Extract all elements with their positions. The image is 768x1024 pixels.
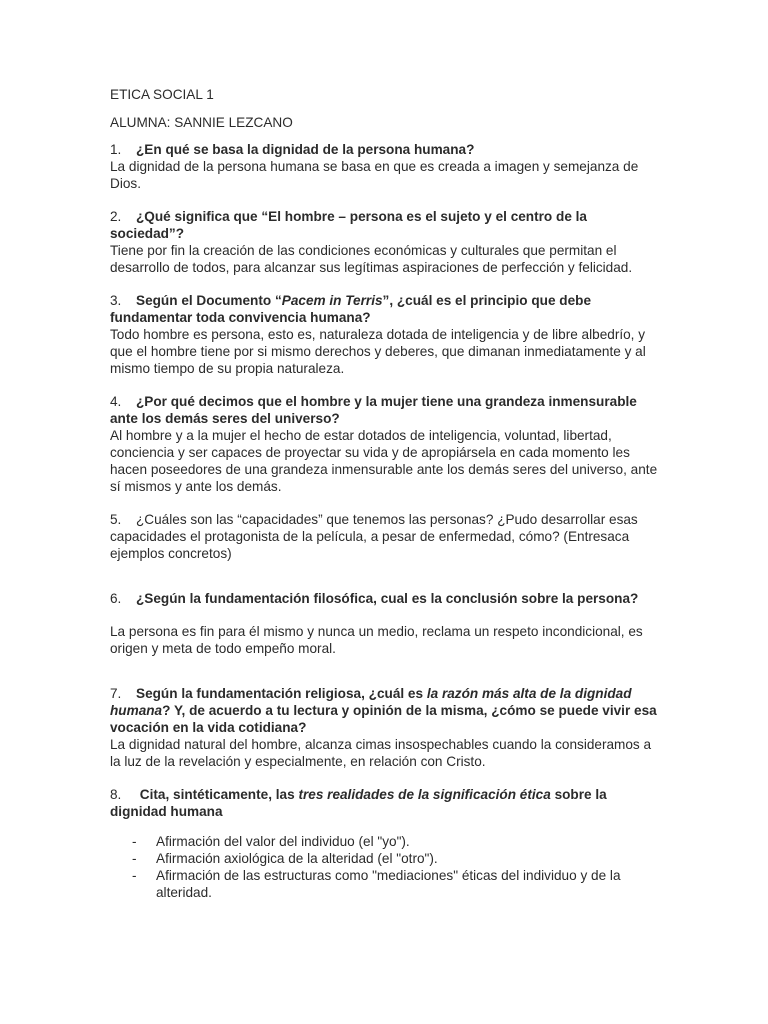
- question-3: [110, 292, 660, 326]
- question-number: 5.: [110, 512, 122, 527]
- question-text: ¿Según la fundamentación filosófica, cual es la conclusión sobre la persona?: [136, 591, 639, 606]
- question-text-part: ? Y, de acuerdo a tu lectura y opinión de la misma, ¿cómo se puede vivir esa vocación en la vida cotidiana?: [110, 703, 657, 735]
- dash-bullet: -: [132, 868, 137, 883]
- student-name: ALUMNA: SANNIE LEZCANO: [110, 115, 293, 130]
- question-block-8: [110, 786, 660, 901]
- question-number: 3.: [110, 293, 122, 308]
- question-block-7: [110, 685, 660, 770]
- question-number: 2.: [110, 209, 122, 224]
- emphasis-text: tres realidades de la significación ética: [298, 787, 551, 802]
- question-text: ¿Qué significa que “El hombre – persona es el sujeto y el centro de la sociedad”?: [110, 209, 587, 241]
- question-number: 1.: [110, 142, 122, 157]
- question-number: 4.: [110, 394, 122, 409]
- question-text-part: ”, ¿cuál es el principio que debe fundamentar toda convivencia humana?: [110, 293, 592, 325]
- document-body: [110, 86, 660, 901]
- list-item-text: Afirmación del valor del individuo (el "yo").: [156, 834, 410, 849]
- answer-4: Al hombre y a la mujer el hecho de estar dotados de inteligencia, voluntad, libertad, conciencia y ser capaces de proyectar su vida y de apropiársela en cada momento les hacen poseedores de una grandeza inmensurable ante los demás seres del universo, ante sí mismos y ante los demás.: [110, 428, 658, 494]
- answer-1: La dignidad de la persona humana se basa en que es creada a imagen y semejanza de Dios.: [110, 159, 639, 191]
- answer-7: La dignidad natural del hombre, alcanza cimas insospechables cuando la consideramos a la luz de la revelación y especialmente, en relación con Cristo.: [110, 737, 652, 769]
- question-7: [110, 685, 660, 736]
- question-number: 8.: [110, 787, 122, 802]
- question-text-part: Según el Documento “: [136, 293, 282, 308]
- question-text-part: Cita, sintéticamente, las: [136, 787, 299, 802]
- emphasis-text: la razón más alta de la dignidad humana: [110, 686, 632, 718]
- question-text: [110, 686, 657, 735]
- dash-bullet: -: [132, 834, 137, 849]
- question-block-2: [110, 208, 660, 276]
- question-block-4: [110, 393, 660, 495]
- answer-2: Tiene por fin la creación de las condiciones económicas y culturales que permitan el desarrollo de todos, para alcanzar sus legítimas aspiraciones de perfección y felicidad.: [110, 243, 633, 275]
- question-text: ¿Cuáles son las “capacidades” que tenemos las personas? ¿Pudo desarrollar esas capacidades el protagonista de la película, a pesar de enfermedad, cómo? (Entresaca ejemplos concretos): [110, 512, 638, 561]
- question-4: [110, 393, 660, 427]
- question-1: [110, 141, 660, 158]
- question-2: [110, 208, 660, 242]
- document-title: ETICA SOCIAL 1: [110, 87, 214, 102]
- question-number: 7.: [110, 686, 122, 701]
- question-8: [110, 786, 660, 820]
- question-block-6: [110, 590, 660, 657]
- question-block-1: [110, 141, 660, 192]
- list-item: [110, 850, 660, 867]
- question-text-part: Según la fundamentación religiosa, ¿cuál es: [136, 686, 427, 701]
- list-item: [110, 867, 660, 901]
- question-text: [110, 293, 591, 325]
- question-block-5: [110, 511, 660, 562]
- question-text: [110, 787, 607, 819]
- question-text: ¿En qué se basa la dignidad de la persona humana?: [136, 142, 475, 157]
- dash-bullet: -: [132, 851, 137, 866]
- list-item-text: Afirmación axiológica de la alteridad (el "otro").: [156, 851, 438, 866]
- answer-6: La persona es fin para él mismo y nunca un medio, reclama un respeto incondicional, es origen y meta de todo empeño moral.: [110, 624, 643, 656]
- question-text: ¿Por qué decimos que el hombre y la mujer tiene una grandeza inmensurable ante los demás seres del universo?: [110, 394, 637, 426]
- question-number: 6.: [110, 591, 122, 606]
- question-5: [110, 511, 660, 562]
- list-item: [110, 833, 660, 850]
- question-block-3: [110, 292, 660, 377]
- answer-3: Todo hombre es persona, esto es, naturaleza dotada de inteligencia y de libre albedrío, y que el hombre tiene por si mismo derechos y deberes, que dimanan inmediatamente y al mismo tiempo de su propia naturaleza.: [110, 327, 646, 376]
- document-title-italic: Pacem in Terris: [281, 293, 383, 308]
- list-item-text: Afirmación de las estructuras como "mediaciones" éticas del individuo y de la alteridad.: [156, 868, 621, 900]
- question-6: [110, 590, 660, 607]
- question-text-part: sobre la dignidad humana: [110, 787, 607, 819]
- realities-list: [110, 833, 660, 901]
